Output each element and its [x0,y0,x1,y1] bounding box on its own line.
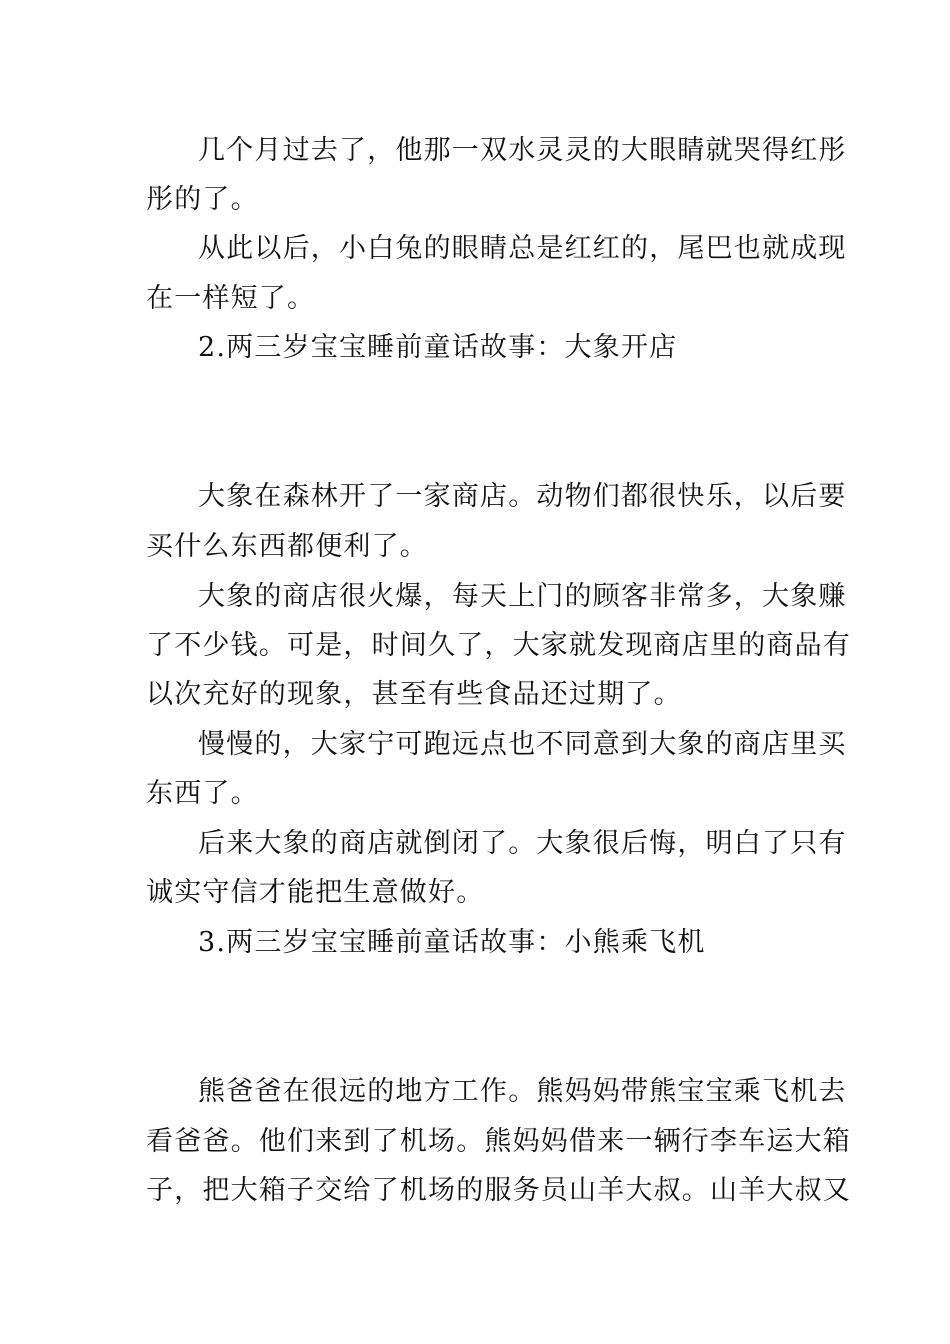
paragraph-line: 在一样短了。 [146,283,316,314]
paragraph-line: 从此以后，小白兔的眼睛总是红红的，尾巴也就成现 [198,233,847,264]
paragraph-line: 子，把大箱子交给了机场的服务员山羊大叔。山羊大叔又 [146,1175,851,1206]
paragraph-line: 东西了。 [146,778,259,809]
paragraph-line: 后来大象的商店就倒闭了。大象很后悔，明白了只有 [198,828,847,859]
paragraph-line: 几个月过去了，他那一双水灵灵的大眼睛就哭得红彤 [198,135,847,166]
paragraph-line: 诚实守信才能把生意做好。 [146,877,485,908]
paragraph-line: 大象的商店很火爆，每天上门的顾客非常多，大象赚 [198,581,847,612]
paragraph-line: 大象在森林开了一家商店。动物们都很快乐，以后要 [198,481,847,512]
paragraph-line: 买什么东西都便利了。 [146,531,428,562]
paragraph-line: 慢慢的，大家宁可跑远点也不同意到大象的商店里买 [198,729,847,760]
section-heading: 3.两三岁宝宝睡前童话故事：小熊乘飞机 [198,927,706,958]
paragraph-line: 以次充好的现象，甚至有些食品还过期了。 [146,679,682,710]
paragraph-line: 熊爸爸在很远的地方工作。熊妈妈带熊宝宝乘飞机去 [198,1076,847,1107]
paragraph-line: 彤的了。 [146,184,259,215]
section-heading: 2.两三岁宝宝睡前童话故事：大象开店 [198,332,678,363]
paragraph-line: 看爸爸。他们来到了机场。熊妈妈借来一辆行李车运大箱 [146,1126,851,1157]
paragraph-line: 了不少钱。可是，时间久了，大家就发现商店里的商品有 [146,630,851,661]
